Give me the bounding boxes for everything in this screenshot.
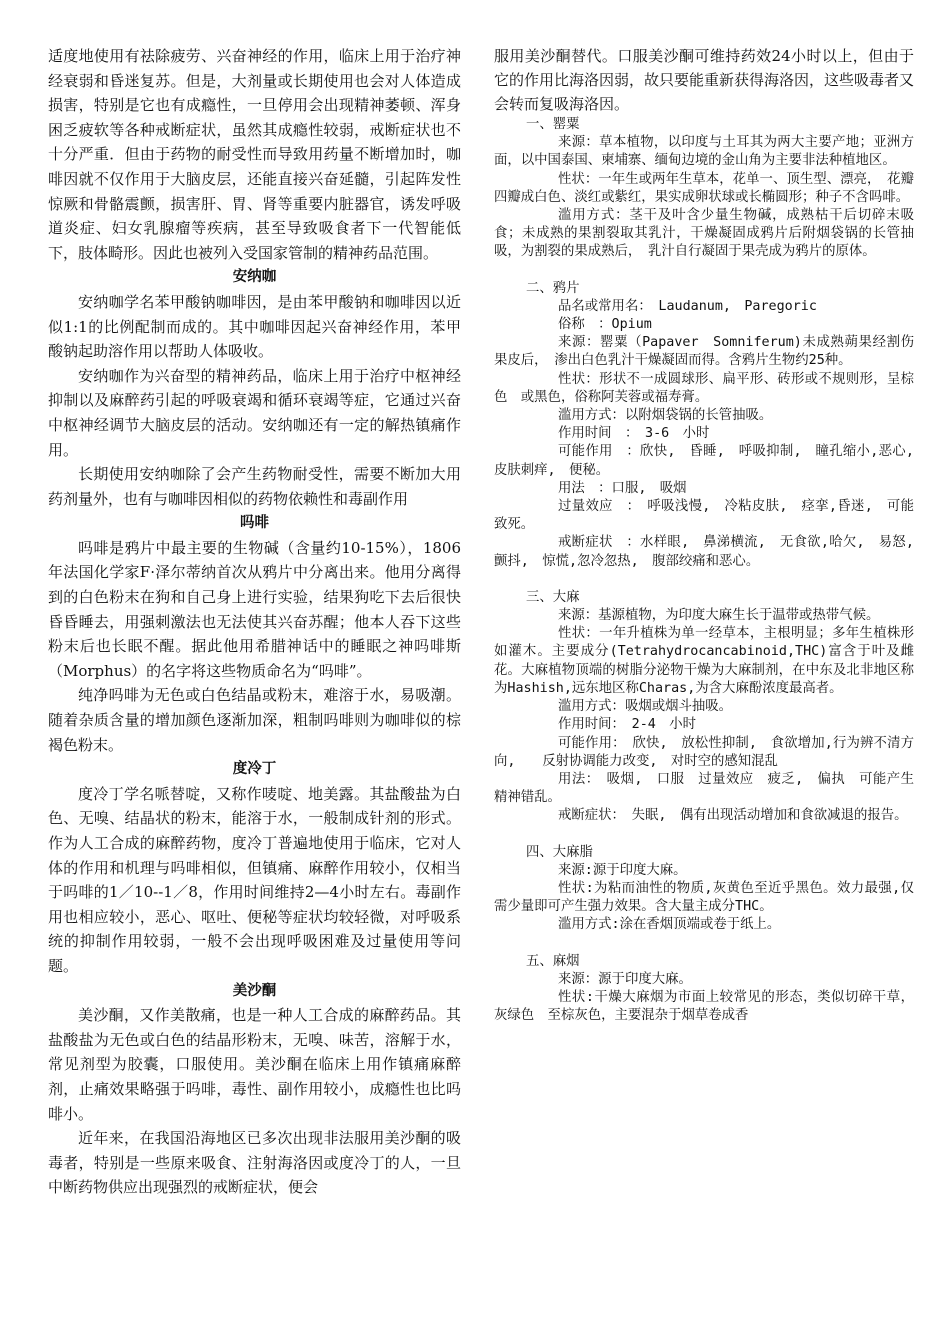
item: 戒断症状 ：水样眼, 鼻涕横流, 无食欲,哈欠, 易怒, 颤抖, 惊慌,忽冷忽热, 腹部绞痛和恶心。	[494, 535, 928, 569]
item: 品名或常用名： Laudanum, Paregoric	[558, 298, 817, 314]
paragraph: 近年来，在我国沿海地区已多次出现非法服用美沙酮的吸毒者，特别是一些原来吸食、注射海洛因或度冷丁的人，一旦中断药物供应出现强烈的戒断症状，便会	[48, 1129, 461, 1197]
group-heading-hashish: 四、大麻脂	[526, 844, 593, 860]
item: 来源：基源植物，为印度大麻生长于温带或热带气候。	[558, 608, 880, 624]
item: 来源：草本植物，以印度与土耳其为两大主要产地；亚洲方面，以中国泰国、柬埔寨、缅甸边境的金山角为主要非法种植地区。	[494, 135, 914, 169]
lead-paragraph: 服用美沙酮替代。口服美沙酮可维持药效24小时以上，但由于它的作用比海洛因弱，故只要能重新获得海洛因，这些吸毒者又会转而复吸海洛因。	[494, 47, 915, 113]
paragraph: 度冷丁学名哌替啶，又称作唛啶、地美露。其盐酸盐为白色、无嗅、结晶状的粉末，能溶于水，一般制成针剂的形式。作为人工合成的麻醉药物，度冷丁普遍地使用于临床，它对人体的作用和机理与吗啡相似，但镇痛、麻醉作用较小，仅相当于吗啡的1／10--1／8，作用时间维持2—4小时左右。毒副作用也相应较小，恶心、呕吐、便秘等症状均较轻微，对呼吸系统的抑制作用较弱，一般不会出现呼吸困难及过量使用等问题。	[48, 784, 461, 975]
paragraph: 纯净吗啡为无色或白色结晶或粉末，难溶于水，易吸潮。随着杂质含量的增加颜色逐渐加深，粗制吗啡则为咖啡似的棕褐色粉末。	[48, 686, 461, 754]
group-heading-opium: 二、鸦片	[526, 280, 580, 296]
paragraph: 安纳咖作为兴奋型的精神药品，临床上用于治疗中枢神经抑制以及麻醉药引起的呼吸衰竭和循环衰竭等症，它通过兴奋中枢神经调节大脑皮层的活动。安纳咖还有一定的解热镇痛作用。	[48, 366, 461, 459]
item: 滥用方式:涂在香烟顶端或卷于纸上。	[558, 917, 781, 933]
item: 用法 ：口服, 吸烟	[558, 480, 687, 496]
section-title-pethidine: 度冷丁	[232, 761, 277, 778]
item: 性状：一年生或两年生草本，花单一、顶生型、漂亮， 花瓣四瓣成白色、淡红或紫红，果实成卵状球或长椭圆形；种子不含吗啡。	[494, 171, 914, 205]
group-heading-poppy: 一、罂粟	[526, 117, 580, 132]
left-column	[48, 44, 461, 1200]
section-title-morphine: 吗啡	[240, 515, 269, 532]
group-heading-marijuana-cigarette: 五、麻烟	[526, 953, 580, 969]
item: 滥用方式：以附烟袋锅的长管抽吸。	[558, 408, 773, 424]
right-column	[494, 44, 928, 1025]
spacer	[494, 571, 914, 589]
paragraph: 吗啡是鸦片中最主要的生物碱（含量约10-15%），1806年法国化学家F·泽尔蒂纳首次从鸦片中分离出来。他用分离得到的白色粉末在狗和自己身上进行实验，结果狗吃下去后很快昏昏睡去，用强刺激法也无法使其兴奋苏醒；他本人吞下这些粉末后也长眠不醒。据此他用希腊神话中的睡眠之神吗啡斯（Morphus）的名字将这些物质命名为“吗啡”。	[48, 538, 461, 680]
paragraph: 美沙酮，又作美散痛，也是一种人工合成的麻醉药品。其盐酸盐为无色或白色的结晶形粉末，无嗅、味苦，溶解于水，常见剂型为胶囊，口服使用。美沙酮在临床上用作镇痛麻醉剂，止痛效果略强于吗啡，毒性、副作用较小，成瘾性也比吗啡小。	[48, 1006, 461, 1123]
item: 作用时间： 2-4 小时	[558, 717, 697, 733]
item: 来源:源于印度大麻。	[558, 862, 687, 878]
item: 性状:干燥大麻烟为市面上较常见的形态，类似切碎干草，灰绿色 至棕灰色，主要混杂于烟草卷成香	[494, 989, 914, 1024]
spacer	[494, 826, 914, 844]
item: 滥用方式：吸烟或烟斗抽吸。	[558, 699, 733, 715]
item: 性状：形状不一成圆球形、扁平形、砖形或不规则形，呈棕色 或黑色，俗称阿芙蓉或福寿膏。	[494, 371, 914, 405]
section-title-annaka: 安纳咖	[232, 269, 277, 286]
item: 性状：一年升植株为单一经草本，主根明显；多年生植株形如灌木。主要成分(Tetrahydrocancabinoid,THC)富含于叶及雌花。大麻植物顶端的树脂分泌物干燥为大麻制剂，在中东及北非地区称为Hashish,远东地区称Charas,为含大麻酚浓度最高者。	[494, 626, 914, 696]
paragraph: 长期使用安纳咖除了会产生药物耐受性，需要不断加大用药剂量外，也有与咖啡因相似的药物依赖性和毒副作用	[48, 465, 461, 508]
item: 来源：罂粟（Papaver Somniferum)未成熟蒴果经割伤果皮后， 渗出白色乳汁干燥凝固而得。含鸦片生物约25种。	[494, 335, 914, 369]
paragraph: 安纳咖学名苯甲酸钠咖啡因，是由苯甲酸钠和咖啡因以近似1:1的比例配制而成的。其中咖啡因起兴奋神经作用，苯甲酸钠起助溶作用以帮助人体吸收。	[48, 292, 461, 361]
group-heading-cannabis: 三、大麻	[526, 589, 580, 605]
item: 戒断症状： 失眠, 偶有出现活动增加和食欲减退的报告。	[558, 808, 908, 824]
spacer	[494, 935, 914, 953]
item: 用法： 吸烟, 口服 过量效应 疲乏, 偏执 可能产生精神错乱。	[494, 771, 914, 806]
intro-paragraph: 适度地使用有祛除疲劳、兴奋神经的作用，临床上用于治疗神经衰弱和昏迷复苏。但是，大剂量或长期使用也会对人体造成损害，特别是它也有成瘾性，一旦停用会出现精神萎顿、浑身困乏疲软等各种戒断症状，虽然其成瘾性较弱，戒断症状也不十分严重．但由于药物的耐受性而导致用药量不断增加时，咖啡因就不仅作用于大脑皮层，还能直接兴奋延髓，引起阵发性惊厥和骨骼震颤，损害肝、胃、肾等重要内脏器官，诱发呼吸道炎症、妇女乳腺瘤等疾病，甚至导致吸食者下一代智能低下，肢体畸形。因此也被列入受国家管制的精神药品范围。	[48, 47, 461, 262]
item: 作用时间 ： 3-6 小时	[558, 426, 710, 442]
item: 俗称 ：Opium	[558, 317, 652, 333]
item: 性状:为粘而油性的物质,灰黄色至近乎黑色。效力最强,仅需少量即可产生强力效果。含大量主成分THC。	[494, 880, 914, 915]
item: 来源：源于印度大麻。	[558, 971, 692, 987]
item: 可能作用： 欣快, 放松性抑制, 食欲增加,行为辨不清方向, 反射协调能力改变, 对时空的感知混乱	[494, 735, 914, 769]
spacer	[494, 262, 914, 280]
item: 过量效应 ： 呼吸浅慢, 冷粘皮肤, 痉挛,昏迷, 可能致死。	[494, 499, 914, 533]
section-title-methadone: 美沙酮	[232, 982, 277, 999]
item: 滥用方式：茎干及叶含少量生物碱，成熟枯干后切碎末吸食；未成熟的果割裂取其乳汁，干燥凝固成鸦片后附烟袋锅的长管抽吸，为割裂的果成熟后， 乳汁自行凝固于果壳成为鸦片的原体。	[494, 208, 914, 260]
item: 可能作用 ：欣快, 昏睡, 呼吸抑制, 瞳孔缩小,恶心, 皮肤刺痒, 便秘。	[494, 444, 928, 478]
